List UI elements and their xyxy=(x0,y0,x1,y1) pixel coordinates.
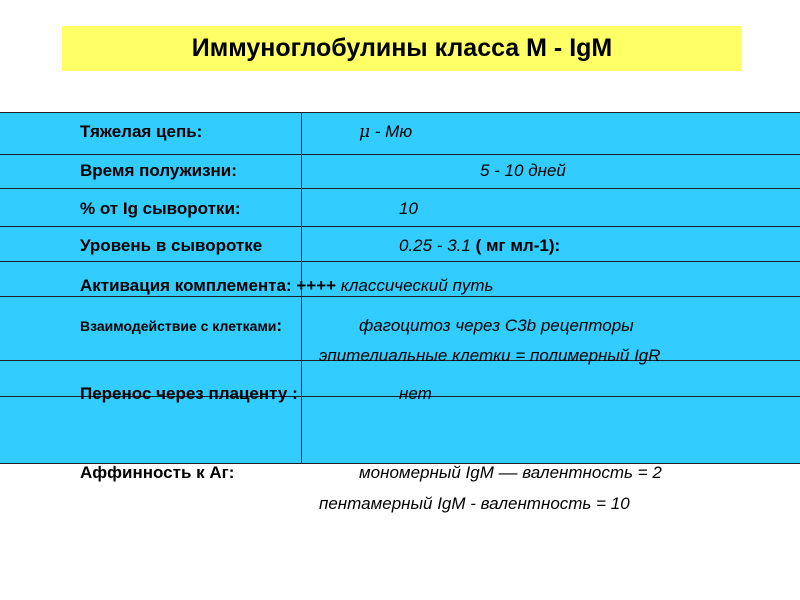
row-divider xyxy=(0,261,800,262)
mu-symbol: μ xyxy=(359,122,371,142)
complement-row xyxy=(80,276,494,296)
serum-level-unit: ( мг мл-1): xyxy=(475,236,561,255)
affinity-value-1: мономерный IgM –– валентность = 2 xyxy=(359,463,662,482)
complement-plus: ++++ xyxy=(291,276,337,295)
row-divider xyxy=(0,226,800,227)
cells-value-2: эпителиальные клетки = полимерный IgR xyxy=(319,346,661,365)
placenta-label: Перенос через плаценту : xyxy=(80,384,298,403)
percent-ig-label: % от Ig сыворотки: xyxy=(80,199,241,218)
row-divider xyxy=(0,188,800,189)
slide-title: Иммуноглобулины класса M - IgM xyxy=(191,34,613,62)
heavy-chain-text: - Мю xyxy=(370,122,413,141)
row-divider xyxy=(0,296,800,297)
title-banner xyxy=(62,26,742,71)
complement-value: классический путь xyxy=(336,276,494,295)
cells-value-1: фагоцитоз через C3b рецепторы xyxy=(359,316,634,335)
affinity-label: Аффинность к Аг: xyxy=(80,463,235,482)
cells-colon: : xyxy=(276,316,283,335)
half-life-label: Время полужизни: xyxy=(80,161,237,180)
placenta-value: нет xyxy=(399,384,432,403)
complement-label: Активация комплемента: xyxy=(80,276,292,295)
heavy-chain-value xyxy=(359,122,412,142)
percent-ig-value: 10 xyxy=(399,199,418,218)
cells-label-row xyxy=(80,316,282,336)
affinity-value-2: пентамерный IgM - валентность = 10 xyxy=(319,494,630,513)
heavy-chain-label: Тяжелая цепь: xyxy=(80,122,203,141)
row-divider xyxy=(0,154,800,155)
serum-level-label: Уровень в сыворотке xyxy=(80,236,263,255)
serum-level-number: 0.25 - 3.1 xyxy=(399,236,476,255)
cells-label: Взаимодействие с клетками xyxy=(80,318,277,334)
half-life-value: 5 - 10 дней xyxy=(480,161,566,180)
serum-level-value xyxy=(399,236,560,256)
